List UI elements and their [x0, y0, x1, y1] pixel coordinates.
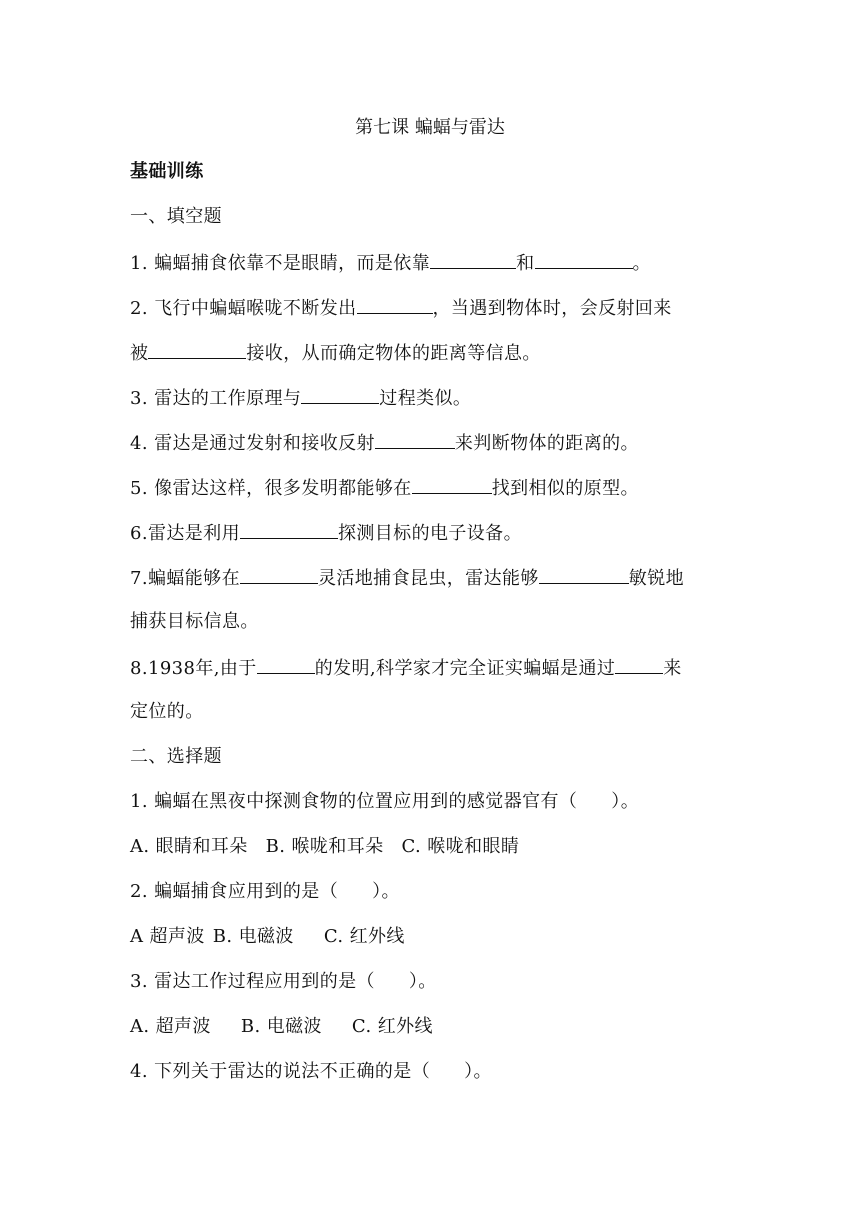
fill-question-6 [130, 520, 740, 546]
q8-text-c: 来 [663, 658, 682, 679]
fill-question-2-cont [130, 340, 740, 366]
q3-text-b: 过程类似。 [379, 388, 472, 409]
q7-text-b: 灵活地捕食昆虫，雷达能够 [317, 568, 539, 589]
fill-question-8-cont [130, 700, 740, 724]
q7-text-c: 敏锐地 [628, 568, 684, 589]
q3-text-a: 3. 雷达的工作原理与 [130, 388, 302, 409]
option-c[interactable]: C. 红外线 [351, 1016, 433, 1037]
mc2-stem-a: 2. 蝙蝠捕食应用到的是（ [130, 881, 339, 902]
fill-question-4 [130, 430, 740, 456]
q1-text-b: 和 [516, 253, 535, 274]
answer-blank[interactable] [615, 655, 663, 674]
mc4-stem-a: 4. 下列关于雷达的说法不正确的是（ [130, 1061, 431, 1082]
q4-text-b: 来判断物体的距离的。 [454, 433, 639, 454]
choice-options-1 [130, 835, 740, 859]
fill-question-5 [130, 475, 740, 501]
answer-blank[interactable] [240, 565, 318, 584]
part1-heading: 一、填空题 [130, 206, 222, 227]
choice-question-4 [130, 1060, 740, 1084]
fill-question-1 [130, 250, 740, 276]
fill-question-3 [130, 385, 740, 411]
option-c[interactable]: C. 红外线 [323, 926, 405, 947]
q1-text-a: 1. 蝙蝠捕食依靠不是眼睛，而是依靠 [130, 253, 431, 274]
mc4-stem-b: ）。 [464, 1061, 492, 1082]
option-a[interactable]: A. 眼睛和耳朵 [130, 836, 248, 857]
mc2-stem-b: ）。 [372, 881, 400, 902]
answer-blank[interactable] [539, 565, 629, 584]
option-b[interactable]: B. 电磁波 [240, 1016, 322, 1037]
q5-text-a: 5. 像雷达这样，很多发明都能够在 [130, 478, 412, 499]
answer-blank[interactable] [430, 250, 516, 269]
option-a[interactable]: A 超声波 [130, 926, 205, 947]
q7-text-d: 捕获目标信息。 [130, 611, 259, 632]
option-b[interactable]: B. 电磁波 [212, 926, 294, 947]
q8-text-a: 8.1938年,由于 [130, 658, 257, 679]
q1-text-c: 。 [632, 253, 651, 274]
q4-text-a: 4. 雷达是通过发射和接收反射 [130, 433, 375, 454]
answer-blank[interactable] [240, 520, 338, 539]
page-title: 第七课 蝙蝠与雷达 [355, 117, 505, 138]
fill-question-8 [130, 655, 740, 681]
mc1-stem-b: ）。 [611, 791, 640, 812]
q2-text-c: 被 [130, 343, 149, 364]
section-heading: 基础训练 [130, 161, 204, 182]
fill-question-2 [130, 295, 740, 321]
mc3-stem-a: 3. 雷达工作过程应用到的是（ [130, 971, 375, 992]
q8-text-b: 的发明,科学家才完全证实蝙蝠是通过 [314, 658, 616, 679]
choice-question-3 [130, 970, 740, 994]
q2-text-b: ，当遇到物体时，会反射回来 [432, 298, 672, 319]
q6-text-b: 探测目标的电子设备。 [337, 523, 522, 544]
answer-blank[interactable] [301, 385, 379, 404]
choice-question-2 [130, 880, 740, 904]
fill-question-7-cont [130, 610, 740, 634]
answer-blank[interactable] [375, 430, 455, 449]
mc3-stem-b: ）。 [408, 971, 437, 992]
q2-text-a: 2. 飞行中蝙蝠喉咙不断发出 [130, 298, 357, 319]
q7-text-a: 7.蝙蝠能够在 [130, 568, 240, 589]
choice-options-2 [130, 925, 740, 949]
answer-blank[interactable] [257, 655, 315, 674]
option-b[interactable]: B. 喉咙和耳朵 [265, 836, 384, 857]
part2-heading: 二、选择题 [130, 746, 222, 767]
choice-question-1 [130, 790, 740, 814]
answer-blank[interactable] [412, 475, 492, 494]
fill-question-7 [130, 565, 740, 591]
mc1-stem-a: 1. 蝙蝠在黑夜中探测食物的位置应用到的感觉器官有（ [130, 791, 578, 812]
q6-text-a: 6.雷达是利用 [130, 523, 240, 544]
q2-text-d: 接收，从而确定物体的距离等信息。 [246, 343, 541, 364]
q5-text-b: 找到相似的原型。 [491, 478, 639, 499]
answer-blank[interactable] [148, 340, 246, 359]
answer-blank[interactable] [357, 295, 433, 314]
q8-text-d: 定位的。 [130, 701, 204, 722]
option-c[interactable]: C. 喉咙和眼睛 [401, 836, 520, 857]
option-a[interactable]: A. 超声波 [130, 1016, 211, 1037]
answer-blank[interactable] [535, 250, 633, 269]
choice-options-3 [130, 1015, 740, 1039]
